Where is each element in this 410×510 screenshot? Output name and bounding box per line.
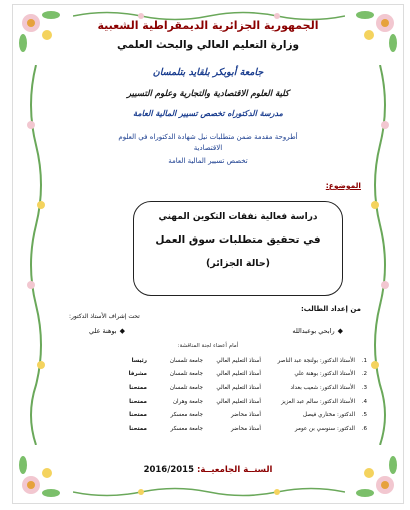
jury-member-name: الدكتور: سنوسي بن عومر — [294, 425, 355, 432]
jury-number: 3. — [361, 384, 367, 391]
topic-label: الموضوع: — [325, 181, 361, 190]
academic-year-label: السنــة الجامعيــة: — [196, 465, 273, 475]
doctoral-school-name: مدرسة الدكتوراه تخصص تسيير المالية العامة — [133, 109, 283, 118]
floral-corner-top-right — [343, 5, 403, 65]
thesis-title-box — [133, 201, 343, 296]
jury-row — [67, 422, 367, 436]
jury-member-role: مشرفا — [128, 371, 147, 378]
jury-member-institution: جامعة تلمسان — [169, 384, 203, 391]
jury-row — [67, 381, 367, 395]
jury-member-rank: أستاذ التعليم العالي — [216, 384, 261, 391]
jury-member-rank: أستاذ التعليم العالي — [216, 398, 261, 405]
thesis-line-2: الاقتصادية — [193, 144, 223, 152]
jury-row — [67, 395, 367, 409]
jury-member-institution: جامعة معسكر — [170, 412, 203, 419]
thesis-title-line-3: (حالة الجزائر) — [205, 258, 271, 269]
bullet-icon: ◆ — [337, 327, 343, 335]
jury-number: 6. — [361, 425, 367, 432]
jury-member-name: الأستاذ الدكتور: بوهنة علي — [294, 371, 355, 378]
floral-border-left — [21, 65, 51, 445]
jury-member-role: ممتحنا — [129, 398, 147, 405]
jury-table — [67, 354, 367, 436]
jury-member-role: ممتحنا — [129, 425, 147, 432]
jury-member-institution: جامعة تلمسان — [169, 371, 203, 378]
republic-title: الجمهورية الجزائرية الديمقراطية الشعبية — [97, 19, 319, 32]
jury-number: 2. — [361, 371, 367, 378]
floral-corner-top-left — [13, 5, 73, 65]
jury-member-role: ممتحنا — [129, 384, 147, 391]
jury-row — [67, 354, 367, 368]
student-name: ◆رابحي بوعبدالله — [292, 327, 343, 335]
specialty: تخصص تسيير المالية العامة — [168, 157, 248, 165]
academic-year-value: 2016/2015 — [143, 465, 194, 475]
jury-member-rank: أستاذ محاضر — [230, 412, 261, 419]
jury-member-name: الأستاذ الدكتور: بولنجة عبد الناصر — [277, 357, 355, 364]
jury-member-institution: جامعة معسكر — [170, 425, 203, 432]
jury-number: 4. — [361, 398, 367, 405]
jury-member-rank: أستاذ التعليم العالي — [216, 357, 261, 364]
university-name: جامعة أبوبكر بلقايد بتلمسان — [152, 67, 264, 78]
jury-member-name: الأستاذ الدكتور: سالم عبد العزيز — [281, 398, 355, 405]
thesis-cover-page — [12, 4, 404, 504]
thesis-title-line-2: في تحقيق متطلبات سوق العمل — [155, 234, 321, 246]
academic-year — [13, 465, 403, 475]
bullet-icon: ◆ — [119, 327, 125, 335]
supervisor-name: ◆بوهنة علي — [89, 327, 125, 335]
floral-border-right — [365, 65, 395, 445]
jury-member-role: ممتحنا — [129, 412, 147, 419]
faculty-name: كلية العلوم الاقتصادية والتجارية وعلوم التسيير — [126, 89, 290, 99]
jury-member-rank: أستاذ محاضر — [230, 425, 261, 432]
jury-number: 1. — [361, 357, 367, 364]
prepared-by-label: من إعداد الطالب: — [300, 305, 361, 313]
jury-member-institution: جامعة وهران — [172, 398, 203, 405]
floral-border-bottom — [73, 485, 345, 499]
jury-row — [67, 408, 367, 422]
thesis-statement — [53, 132, 363, 154]
supervisor-label: تحت إشراف الأستاذ الدكتور: — [69, 313, 140, 320]
jury-number: 5. — [361, 412, 367, 419]
jury-member-name: الأستاذ الدكتور: شعيب بغداد — [290, 384, 355, 391]
jury-row — [67, 368, 367, 382]
thesis-line-1: أطروحة مقدمة ضمن متطلبات نيل شهادة الدكتوراه في العلوم — [118, 133, 298, 141]
jury-member-rank: أستاذ التعليم العالي — [216, 371, 261, 378]
jury-label: أمام أعضاء لجنة المناقشة: — [177, 343, 239, 349]
ministry-title: وزارة التعليم العالي والبحث العلمي — [116, 39, 300, 51]
thesis-title-line-1: دراسة فعالية نفقات التكوين المهني — [158, 212, 318, 222]
jury-member-institution: جامعة تلمسان — [169, 357, 203, 364]
jury-member-role: رئيسا — [131, 357, 147, 364]
jury-member-name: الدكتور: مختاري فيصل — [302, 412, 355, 419]
